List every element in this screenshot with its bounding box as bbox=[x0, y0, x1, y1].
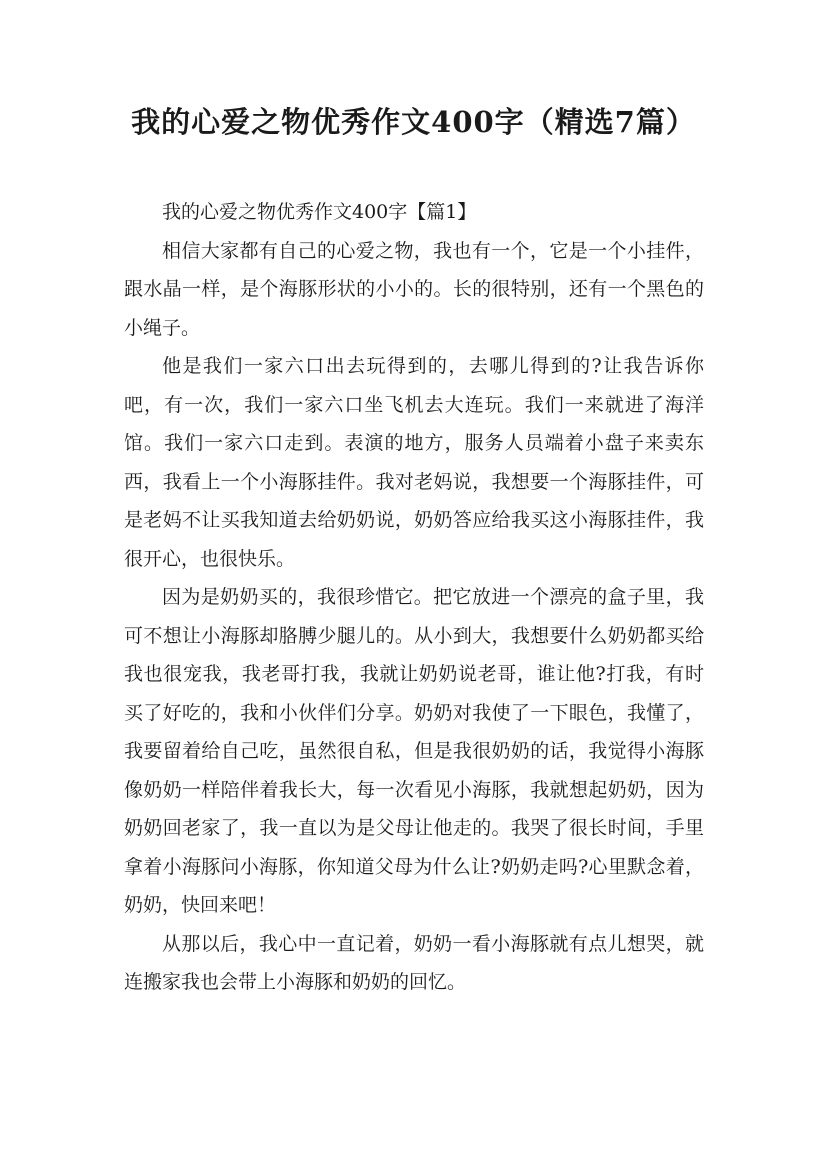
paragraph-1: 相信大家都有自己的心爱之物，我也有一个，它是一个小挂件，跟水晶一样，是个海豚形状的小小的。长的很特别，还有一个黑色的小绳子。 bbox=[124, 239, 704, 339]
paragraph-2: 他是我们一家六口出去玩得到的，去哪儿得到的?让我告诉你吧，有一次，我们一家六口坐飞机去大连玩。我们一来就进了海洋馆。我们一家六口走到。表演的地方，服务人员端着小盘子来卖东西，我看上一个小海豚挂件。我对老妈说，我想要一个海豚挂件，可是老妈不让买我知道去给奶奶说，奶奶答应给我买这小海豚挂件，我很开心，也很快乐。 bbox=[124, 355, 704, 570]
document-body bbox=[124, 193, 704, 1002]
document-title: 我的心爱之物优秀作文400字（精选7篇） bbox=[131, 105, 696, 139]
paragraph-4: 从那以后，我心中一直记着，奶奶一看小海豚就有点儿想哭，就连搬家我也会带上小海豚和奶奶的回忆。 bbox=[124, 932, 704, 993]
paragraph-3: 因为是奶奶买的，我很珍惜它。把它放进一个漂亮的盒子里，我可不想让小海豚却胳膊少腿儿的。从小到大，我想要什么奶奶都买给我也很宠我，我老哥打我，我就让奶奶说老哥，谁让他?打我，有时买了好吃的，我和小伙伴们分享。奶奶对我使了一下眼色，我懂了，我要留着给自己吃，虽然很自私，但是我很奶奶的话，我觉得小海豚像奶奶一样陪伴着我长大，每一次看见小海豚，我就想起奶奶，因为奶奶回老家了，我一直以为是父母让他走的。我哭了很长时间，手里拿着小海豚问小海豚，你知道父母为什么让?奶奶走吗?心里默念着，奶奶，快回来吧！ bbox=[124, 586, 704, 916]
section-heading: 我的心爱之物优秀作文400字【篇1】 bbox=[162, 201, 477, 223]
